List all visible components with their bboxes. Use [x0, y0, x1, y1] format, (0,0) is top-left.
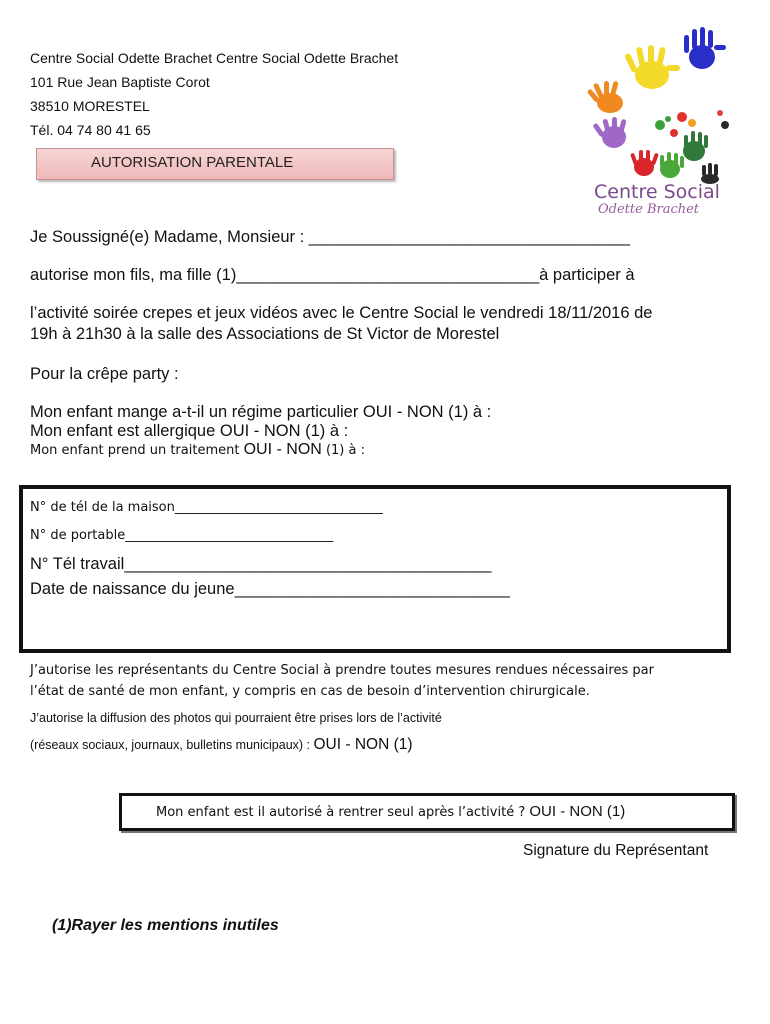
soussigne-line: Je Soussigné(e) Madame, Monsieur : ___________________________________ [30, 228, 630, 246]
traitement-suffix: (1) à : [321, 443, 365, 458]
photos-oui-non: OUI - NON (1) [313, 736, 413, 753]
colored-handprints-icon [580, 25, 740, 185]
title-banner [36, 148, 394, 180]
signature-label: Signature du Représentant [523, 842, 709, 859]
footnote: (1)Rayer les mentions inutiles [52, 917, 279, 934]
activite-line-1: l’activité soirée crepes et jeux vidéos avec le Centre Social le vendredi 18/11/2016 de [30, 304, 653, 322]
allergie-question: Mon enfant est allergique OUI - NON (1) à : [30, 422, 349, 440]
regime-question: Mon enfant mange a-t-il un régime particulier OUI - NON (1) à : [30, 403, 492, 421]
date-naissance-field: Date de naissance du jeune______________________________ [30, 580, 510, 598]
traitement-text: Mon enfant prend un traitement [30, 443, 244, 458]
activite-line-2: 19h à 21h30 à la salle des Associations de St Victor de Morestel [30, 325, 500, 343]
logo-text-primary: Centre Social [594, 181, 720, 203]
mesures-line-2: l’état de santé de mon enfant, y compris en cas de besoin d’intervention chirurgicale. [30, 684, 590, 699]
photos-text: (réseaux sociaux, journaux, bulletins municipaux) : [30, 738, 314, 752]
street-address: 101 Rue Jean Baptiste Corot [30, 74, 210, 90]
photos-line-2 [30, 736, 413, 754]
autorise-line: autorise mon fils, ma fille (1)_________________________________à participer à [30, 266, 635, 284]
rentrer-seul-question [156, 803, 625, 821]
city: 38510 MORESTEL [30, 98, 150, 114]
phone: Tél. 04 74 80 41 65 [30, 122, 151, 138]
traitement-question [30, 441, 365, 459]
document-title: AUTORISATION PARENTALE [91, 154, 294, 171]
rentrer-seul-box [119, 793, 735, 831]
rentrer-seul-text: Mon enfant est il autorisé à rentrer seul après l’activité ? [156, 805, 530, 820]
org-name: Centre Social Odette Brachet Centre Social Odette Brachet [30, 50, 399, 66]
mesures-line-1: J’autorise les représentants du Centre Social à prendre toutes mesures rendues nécessaires par [30, 663, 654, 678]
traitement-oui-non: OUI - NON [243, 441, 322, 458]
tel-travail-field: N° Tél travail________________________________________ [30, 555, 492, 573]
tel-maison-field: N° de tél de la maison________________________________ [30, 500, 383, 515]
crepe-party-label: Pour la crêpe party : [30, 365, 179, 383]
photos-line-1: J’autorise la diffusion des photos qui pourraient être prises lors de l’activité [30, 711, 442, 725]
portable-field: N° de portable________________________________ [30, 528, 334, 543]
logo-text-secondary: Odette Brachet [598, 202, 700, 217]
rentrer-seul-oui-non: OUI - NON (1) [529, 803, 626, 820]
